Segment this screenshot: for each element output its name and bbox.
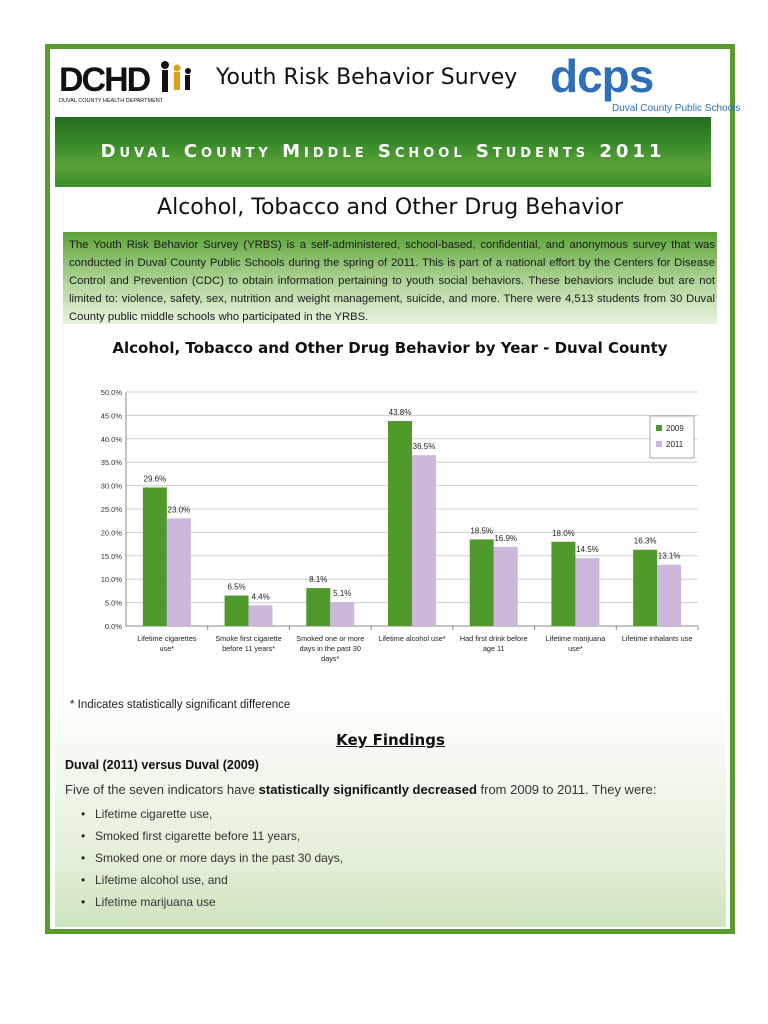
legend-box <box>650 416 694 458</box>
dchd-logo-subtitle: DUVAL COUNTY HEALTH DEPARTMENT <box>59 98 164 104</box>
list-item: • Lifetime cigarette use, <box>81 803 343 825</box>
y-tick-label: 10.0% <box>100 575 122 585</box>
x-tick-label: Smoke first cigarette <box>215 634 282 643</box>
bar-2011 <box>657 565 681 626</box>
y-tick-label: 45.0% <box>100 411 122 421</box>
intro-text: The Youth Risk Behavior Survey (YRBS) is a self-administered, school-based, confidential, and anonymous survey that was conducted in Duval County Public Schools during the spring of 2011. This is part of a national effort by the Centers for Disease Control and Prevention (CDC) to obtain information pertaining to youth social behaviors. These behaviors include but are not limited to: violence, safety, sex, nutrition and weight management, suicide, and more. There were 4,513 students from 30 Duval County public middle schools who participated in the YRBS. <box>69 239 715 323</box>
dcps-logo <box>550 50 741 117</box>
bar-2009 <box>551 542 575 626</box>
key-findings-title: Key Findings <box>336 731 445 749</box>
title-banner <box>55 117 711 187</box>
bar-2011 <box>494 547 518 626</box>
data-label: 6.5% <box>227 582 246 592</box>
bar-2009 <box>225 596 249 626</box>
legend-label: 2009 <box>666 424 684 433</box>
y-tick-label: 15.0% <box>100 551 122 561</box>
data-label: 36.5% <box>412 442 436 452</box>
family-figures-icon <box>157 59 197 99</box>
x-tick-label: use* <box>159 644 175 653</box>
data-label: 5.1% <box>333 589 352 599</box>
header <box>50 49 741 117</box>
data-label: 29.6% <box>143 474 167 484</box>
survey-title: Youth Risk Behavior Survey <box>216 65 518 90</box>
data-label: 16.3% <box>633 536 657 546</box>
list-item: • Smoked one or more days in the past 30 days, <box>81 847 343 869</box>
key-findings-subtitle: Duval (2011) versus Duval (2009) <box>65 758 259 772</box>
dcps-logo-subtitle: Duval County Public Schools <box>612 103 741 114</box>
x-tick-label: days* <box>321 654 340 663</box>
bar-2011 <box>167 518 191 626</box>
bar-chart <box>90 374 710 694</box>
key-findings-intro-suffix: from 2009 to 2011. They were: <box>476 782 657 797</box>
bar-2011 <box>412 455 436 626</box>
list-item: • Smoked first cigarette before 11 years, <box>81 825 343 847</box>
banner-title: Duval County Middle School Students 2011 <box>100 141 666 162</box>
bar-2011 <box>330 602 354 626</box>
bar-2009 <box>306 588 330 626</box>
x-tick-label: before 11 years* <box>222 644 276 653</box>
data-label: 18.0% <box>552 528 575 538</box>
bar-2009 <box>143 487 167 626</box>
bar-2009 <box>388 421 412 626</box>
key-findings-intro <box>65 782 656 797</box>
legend-swatch <box>656 425 662 431</box>
x-tick-label: days in the past 30 <box>299 644 361 653</box>
x-tick-label: Lifetime alcohol use* <box>378 634 446 643</box>
key-findings-intro-bold: statistically significantly decreased <box>258 782 477 797</box>
data-label: 23.0% <box>167 505 191 515</box>
y-tick-label: 35.0% <box>100 458 122 468</box>
key-findings-intro-prefix: Five of the seven indicators have <box>65 782 259 797</box>
chart-title: Alcohol, Tobacco and Other Drug Behavior by Year - Duval County <box>112 339 668 357</box>
y-tick-label: 50.0% <box>100 388 122 397</box>
bar-2009 <box>470 539 494 626</box>
section-title: Alcohol, Tobacco and Other Drug Behavior <box>157 195 623 220</box>
dcps-logo-text: dcps <box>550 50 654 102</box>
bar-2009 <box>633 550 657 626</box>
x-tick-label: Lifetime marijuana <box>545 634 606 643</box>
y-tick-label: 20.0% <box>100 528 122 538</box>
page-frame <box>45 44 741 934</box>
data-label: 4.4% <box>251 592 270 602</box>
data-label: 16.9% <box>494 533 518 543</box>
y-tick-label: 30.0% <box>100 481 122 491</box>
data-label: 43.8% <box>388 408 412 418</box>
list-item: • Lifetime alcohol use, and <box>81 869 343 891</box>
bar-2011 <box>575 558 599 626</box>
data-label: 8.1% <box>309 575 328 585</box>
key-findings-list <box>81 803 343 913</box>
dchd-logo-text: DCHD <box>59 61 150 99</box>
x-tick-label: Lifetime cigarettes <box>137 634 197 643</box>
footnote: * Indicates statistically significant difference <box>70 699 291 711</box>
data-label: 18.5% <box>470 526 494 536</box>
x-tick-label: use* <box>568 644 583 653</box>
x-tick-label: Lifetime inhalants use <box>621 634 693 643</box>
y-tick-label: 25.0% <box>100 505 122 514</box>
data-label: 14.5% <box>576 545 599 555</box>
y-tick-label: 5.0% <box>104 598 122 608</box>
intro-box <box>63 232 717 324</box>
y-tick-label: 0.0% <box>104 622 122 631</box>
y-tick-label: 40.0% <box>100 434 122 444</box>
x-tick-label: Had first drink before <box>459 634 528 643</box>
data-label: 13.1% <box>657 551 681 561</box>
x-tick-label: Smoked one or more <box>296 634 365 643</box>
list-item: • Lifetime marijuana use <box>81 891 343 913</box>
x-tick-label: age 11 <box>482 644 505 653</box>
legend-label: 2011 <box>666 440 684 449</box>
legend-swatch <box>656 441 662 447</box>
key-findings-panel <box>55 699 726 927</box>
dchd-logo <box>57 57 207 107</box>
bar-2011 <box>249 605 273 626</box>
